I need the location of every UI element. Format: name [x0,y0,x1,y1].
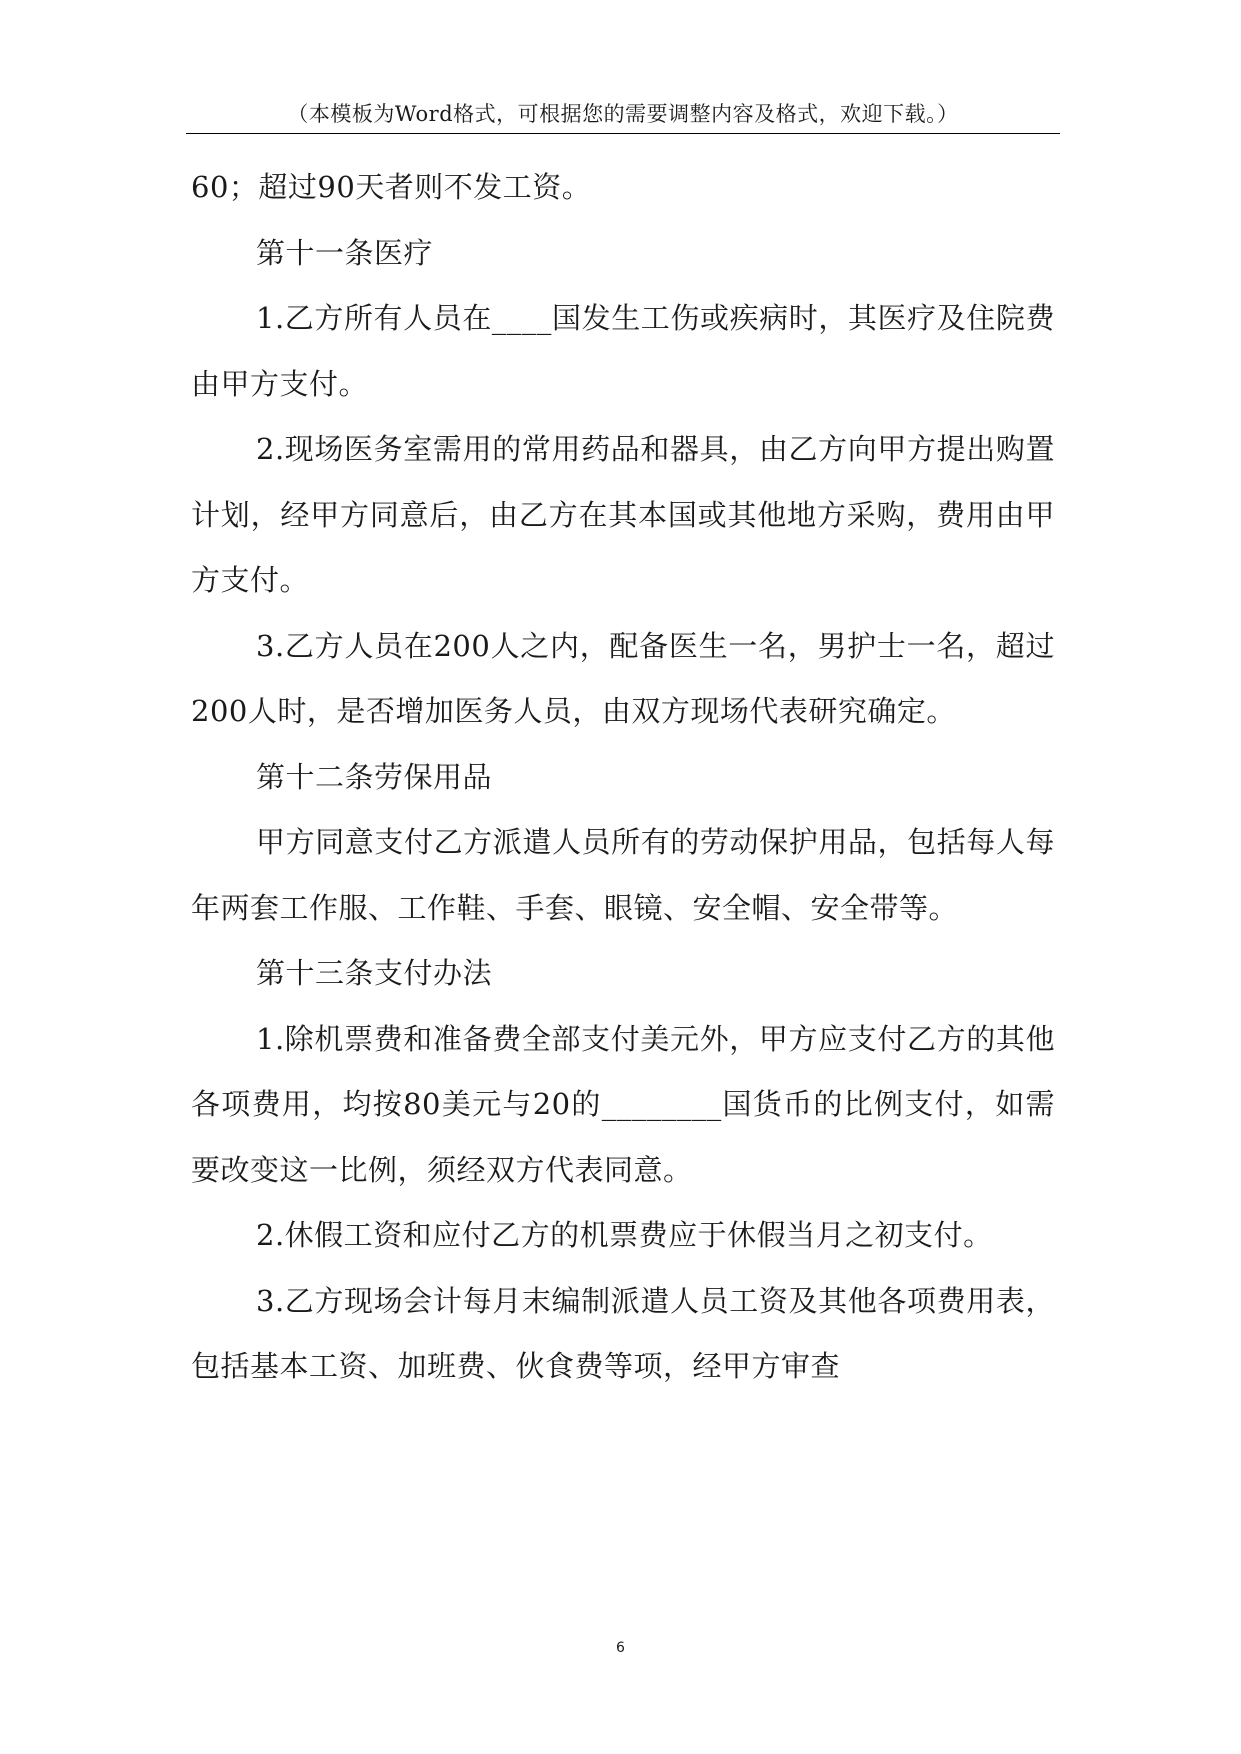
page-number: 6 [616,1640,625,1656]
paragraph-1: 60；超过90天者则不发工资。 [191,170,592,204]
section-heading-article-13: 第十三条支付办法 [256,956,493,990]
paragraph-4: 2.现场医务室需用的常用药品和器具，由乙方向甲方提出购置计划，经甲方同意后，由乙方在其本国或其他地方采购，费用由甲方支付。 [191,432,1055,597]
page-header-note: （本模板为Word格式，可根据您的需要调整内容及格式，欢迎下载。） [287,102,959,126]
header-divider [186,133,1060,134]
section-heading-article-11: 第十一条医疗 [256,235,434,270]
paragraph-9: 1.除机票费和准备费全部支付美元外，甲方应支付乙方的其他各项费用，均按80美元与20的________国货币的比例支付，如需要改变这一比例，须经双方代表同意。 [191,1021,1055,1187]
paragraph-10: 2.休假工资和应付乙方的机票费应于休假当月之初支付。 [256,1218,993,1252]
paragraph-5: 3.乙方人员在200人之内，配备医生一名，男护士一名，超过200人时，是否增加医务人员，由双方现场代表研究确定。 [191,628,1055,728]
document-body [191,155,1055,1400]
paragraph-3: 1.乙方所有人员在____国发生工伤或疾病时，其医疗及住院费由甲方支付。 [191,301,1055,401]
paragraph-7: 甲方同意支付乙方派遣人员所有的劳动保护用品，包括每人每年两套工作服、工作鞋、手套、眼镜、安全帽、安全带等。 [191,825,1055,925]
paragraph-11: 3.乙方现场会计每月末编制派遣人员工资及其他各项费用表，包括基本工资、加班费、伙食费等项，经甲方审查 [191,1283,1055,1383]
section-heading-article-12: 第十二条劳保用品 [256,759,493,794]
